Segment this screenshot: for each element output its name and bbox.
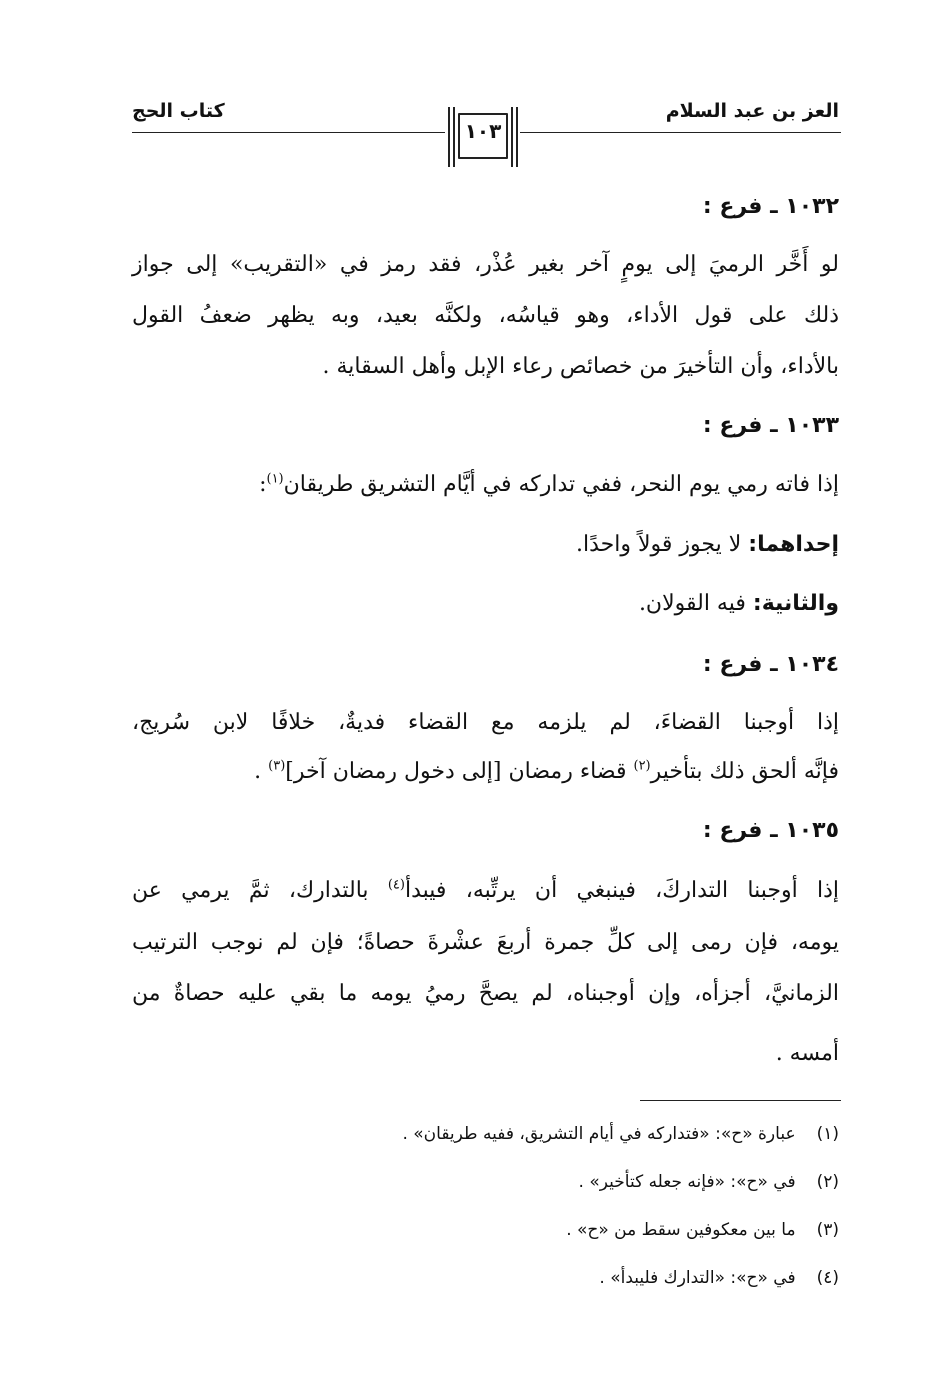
intro-text: إذا فاته رمي يوم النحر، ففي تداركه في أيَّام التشريق طريقان bbox=[283, 472, 839, 497]
text-run: بالتدارك، ثمَّ يرمي عن bbox=[132, 878, 388, 903]
paragraph-line: لو أَخَّر الرميَ إلى يومٍ آخر بغير عُذْر، فقد رمز في «التقريب» إلى جواز bbox=[132, 252, 839, 277]
footnote-ref: (٣) bbox=[268, 758, 286, 774]
text-run: قضاء رمضان [إلى دخول رمضان آخر] bbox=[285, 759, 634, 784]
section-heading-1035: ١٠٣٥ ـ فرع : bbox=[702, 818, 839, 843]
paragraph-line bbox=[259, 470, 839, 500]
paragraph-line bbox=[254, 757, 839, 787]
paragraph-line bbox=[132, 876, 839, 906]
first-way-text: لا يجوز قولاً واحدًا. bbox=[576, 532, 749, 557]
running-header-author: العز بن عبد السلام bbox=[665, 100, 839, 122]
section-heading-1034: ١٠٣٤ ـ فرع : bbox=[702, 652, 839, 677]
footnote-text: في «ح»: «فإنه جعله كتأخير» . bbox=[578, 1172, 796, 1192]
footnote-text: ما بين معكوفين سقط من «ح» . bbox=[566, 1220, 796, 1240]
first-way-label: إحداهما: bbox=[748, 532, 839, 557]
running-header-book: كتاب الحج bbox=[132, 100, 225, 122]
footnote-item bbox=[599, 1266, 839, 1290]
paragraph-line: الزمانيَّ، أجزأه، وإن أوجبناه، لم يصحَّ رميُ يومه ما بقي عليه حصاةٌ من bbox=[132, 981, 839, 1006]
page-number-frame bbox=[448, 107, 518, 167]
page-number: ١٠٣ bbox=[464, 119, 502, 143]
paragraph-line: يومه، فإن رمى إلى كلِّ جمرة أربعَ عشْرةَ حصاةً؛ فإن لم نوجب الترتيب bbox=[132, 930, 839, 955]
intro-end: : bbox=[259, 472, 267, 497]
text-run: فإنَّه ألحق ذلك بتأخير bbox=[650, 759, 839, 784]
paragraph-line: أمسه . bbox=[775, 1041, 839, 1066]
footnote-number: (١) bbox=[816, 1124, 839, 1144]
header-rule-left bbox=[132, 132, 445, 133]
footnote-text: عبارة «ح»: «فتداركه في أيام التشريق، ففيه طريقان» . bbox=[402, 1124, 796, 1144]
paragraph-line: بالأداء، وأن التأخيرَ من خصائص رعاء الإبل وأهل السقاية . bbox=[322, 354, 839, 379]
footnote-item bbox=[402, 1122, 839, 1146]
footnote-item bbox=[579, 1170, 839, 1194]
section-heading-1032: ١٠٣٢ ـ فرع : bbox=[702, 194, 839, 219]
paragraph-line: ذلك على قول الأداء، وهو قياسُه، ولكنَّه بعيد، وبه يظهر ضعفُ القول bbox=[132, 303, 839, 328]
paragraph-line bbox=[576, 530, 839, 560]
footnote-number: (٢) bbox=[816, 1172, 839, 1192]
second-way-text: فيه القولان. bbox=[638, 591, 753, 616]
text-run: إذا أوجبنا التداركَ، فينبغي أن يرتِّبه، فيبدأ bbox=[404, 878, 840, 903]
paragraph-line: إذا أوجبنا القضاءَ، لم يلزمه مع القضاء فديةٌ، خلافًا لابن سُريج، bbox=[132, 710, 839, 735]
header-rule-right bbox=[520, 132, 841, 133]
footnote-ref: (١) bbox=[266, 471, 284, 487]
paragraph-line bbox=[639, 589, 839, 619]
text-run: . bbox=[254, 759, 269, 784]
section-heading-1033: ١٠٣٣ ـ فرع : bbox=[702, 413, 839, 438]
footnote-item bbox=[566, 1218, 839, 1242]
footnote-separator bbox=[640, 1100, 841, 1101]
footnote-number: (٤) bbox=[816, 1268, 839, 1288]
footnote-ref: (٤) bbox=[387, 877, 405, 893]
second-way-label: والثانية: bbox=[752, 591, 839, 616]
footnote-number: (٣) bbox=[816, 1220, 839, 1240]
footnote-text: في «ح»: «التدارك فليبدأ» . bbox=[599, 1268, 796, 1288]
footnote-ref: (٢) bbox=[633, 758, 651, 774]
